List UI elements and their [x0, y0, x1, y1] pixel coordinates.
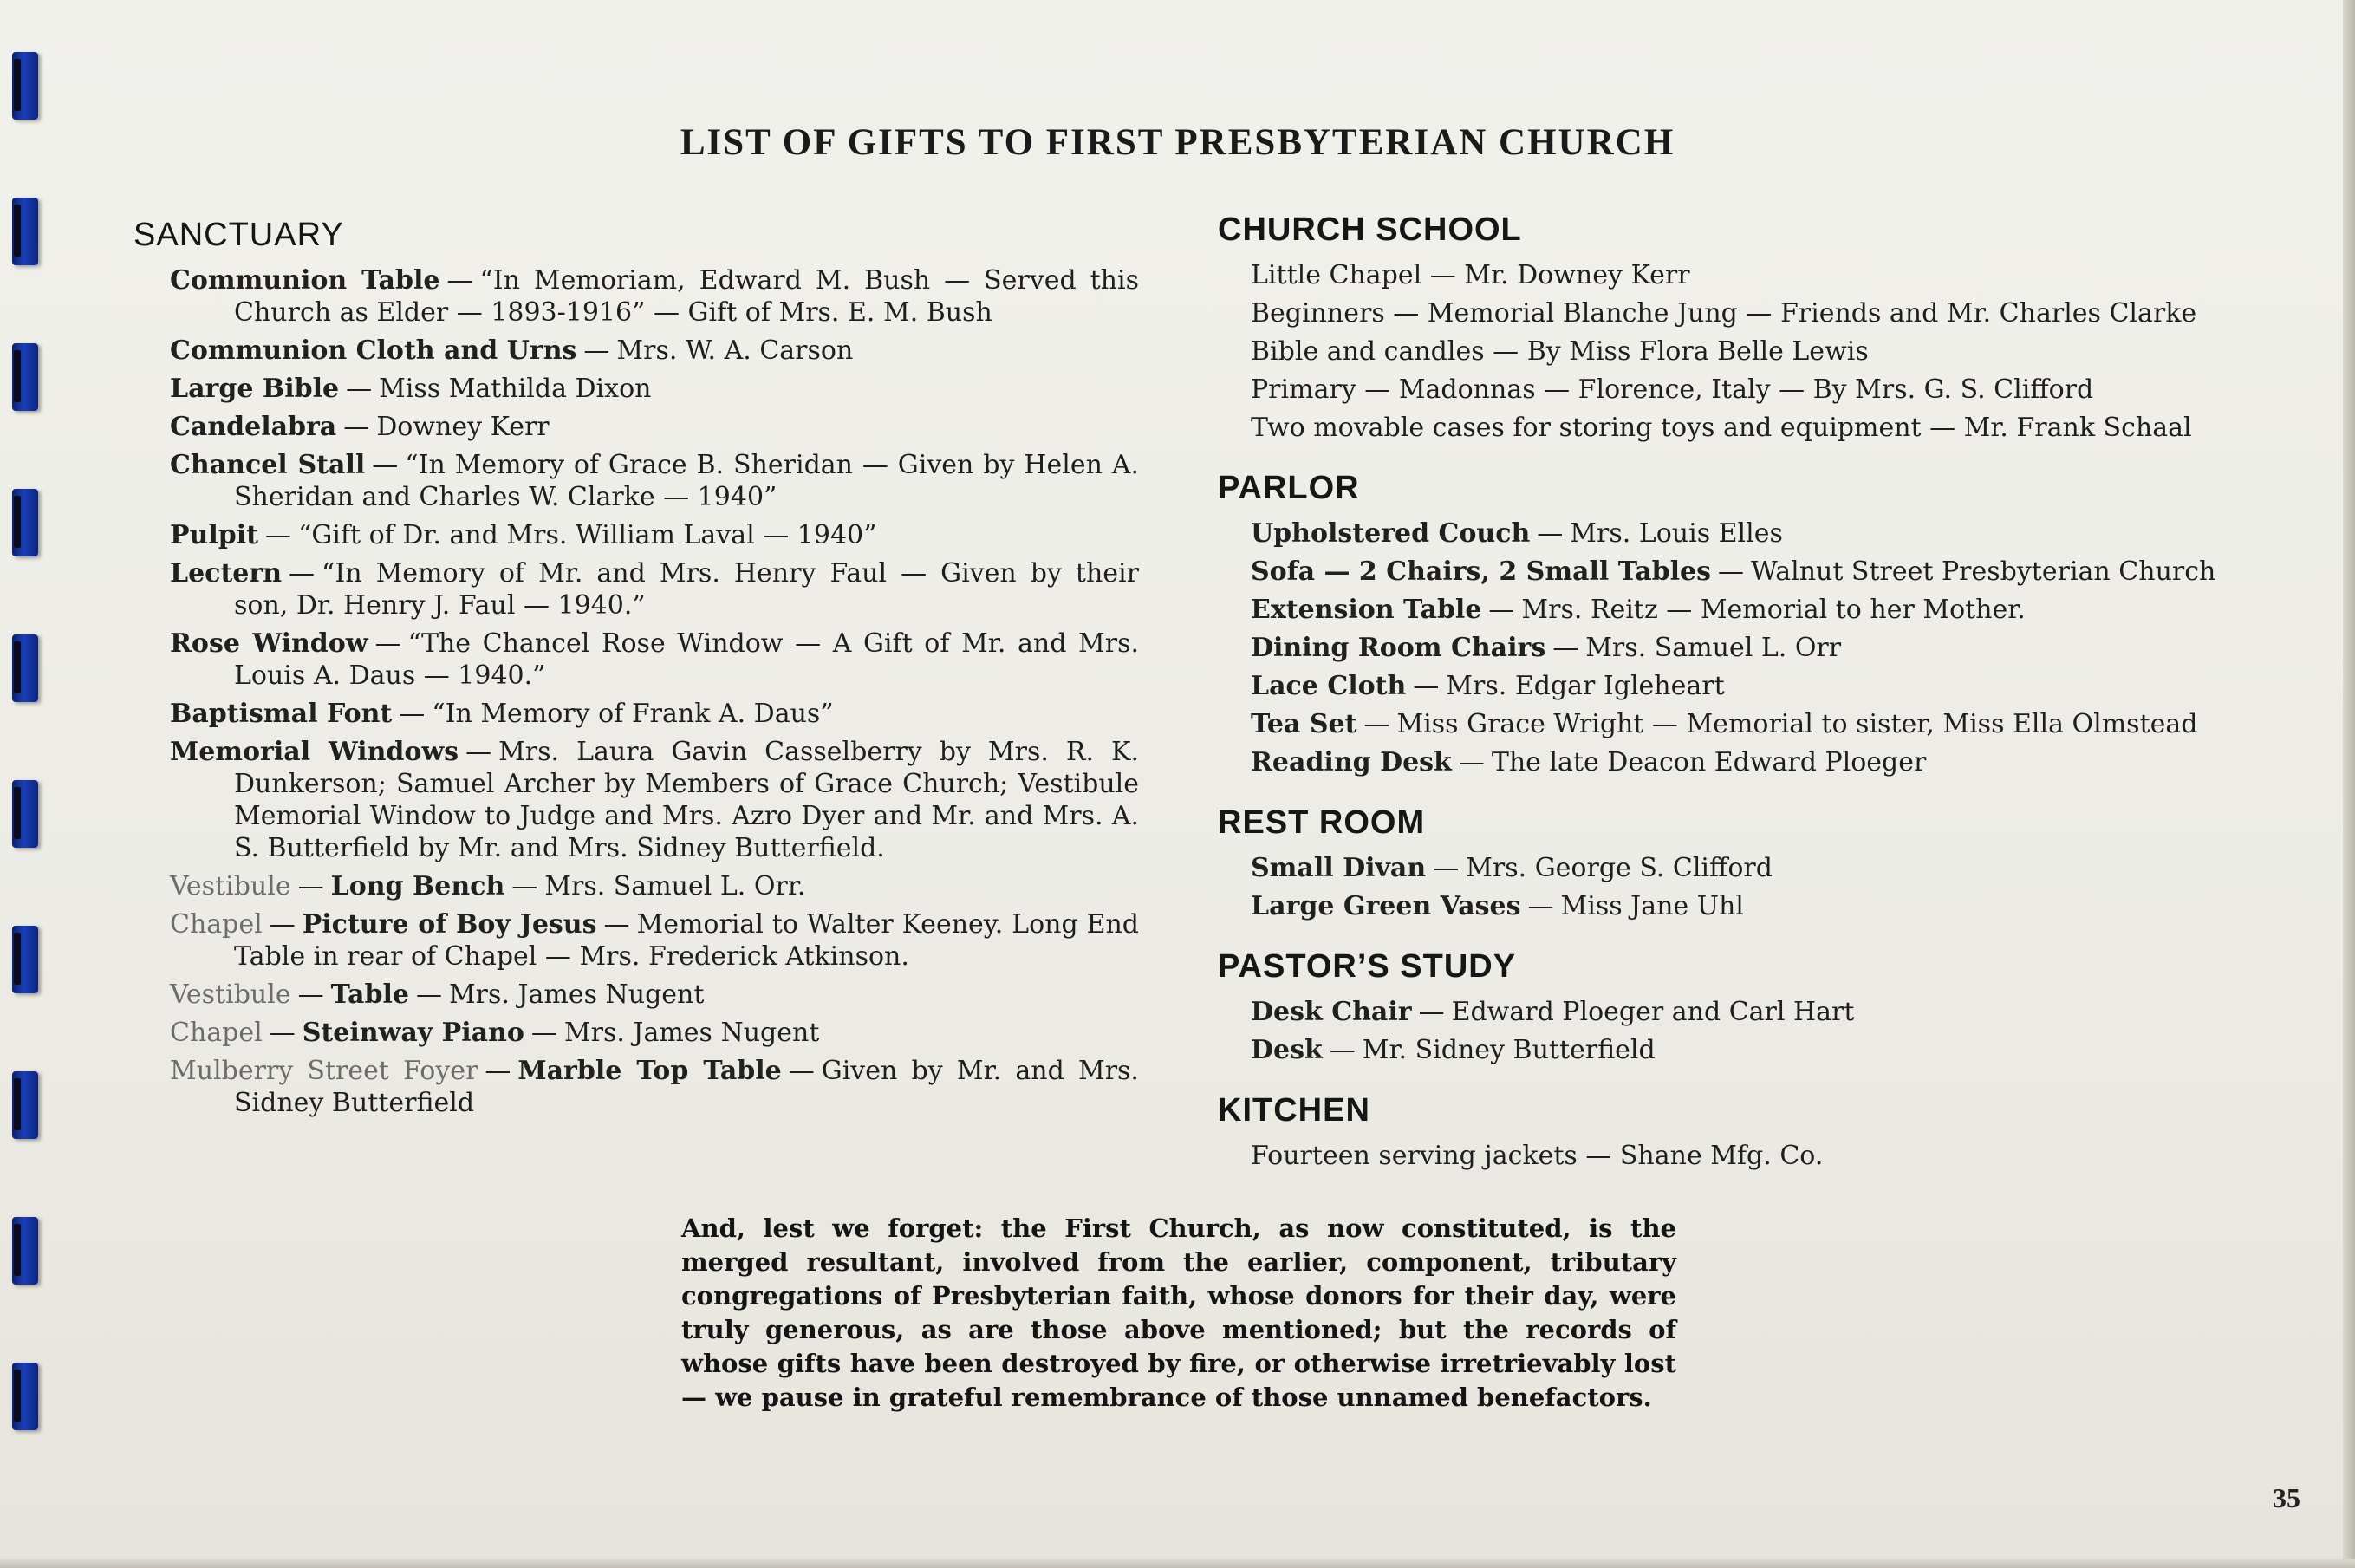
right-column — [1218, 211, 2232, 1198]
gift-donor: Mrs. Louis Elles — [1570, 518, 1783, 549]
gift-item: Candelabra — [170, 412, 337, 442]
gift-location: Vestibule — [170, 871, 291, 901]
gift-item: Desk — [1251, 1035, 1323, 1065]
gift-entry — [1251, 556, 2232, 588]
em-dash-separator: — — [1458, 747, 1485, 777]
em-dash-separator: — — [374, 628, 401, 659]
kitchen-section — [1218, 1092, 2232, 1172]
gift-donor: “Gift of Dr. and Mrs. William Laval — 1940” — [298, 520, 877, 550]
church-school-list — [1218, 259, 2232, 444]
gift-donor: Mrs. James Nugent — [448, 979, 705, 1010]
church-school-section — [1218, 211, 2232, 444]
em-dash-separator: — — [446, 265, 473, 296]
em-dash-separator: — — [1413, 671, 1440, 701]
gift-donor: Mrs. Samuel L. Orr. — [544, 871, 806, 901]
em-dash-separator: — — [269, 909, 296, 940]
gift-item: Large Green Vases — [1251, 891, 1521, 921]
gift-entry — [170, 628, 1139, 692]
gift-entry — [170, 698, 1139, 730]
parlor-list — [1218, 517, 2232, 778]
gift-item: Chancel Stall — [170, 450, 366, 480]
gift-entry: Little Chapel — Mr. Downey Kerr — [1251, 260, 1690, 290]
binding-ring — [12, 198, 38, 265]
section-heading-kitchen: KITCHEN — [1218, 1092, 1370, 1129]
gift-donor: Edward Ploeger and Carl Hart — [1451, 997, 1855, 1027]
gift-donor: Mrs. Edgar Igleheart — [1446, 671, 1725, 701]
gift-item: Desk Chair — [1251, 997, 1412, 1027]
gift-item: Large Bible — [170, 374, 340, 404]
gift-donor: Miss Grace Wright — Memorial to sister, Miss Ella Olmstead — [1396, 709, 2198, 739]
gift-entry: Beginners — Memorial Blanche Jung — Friends and Mr. Charles Clarke — [1251, 298, 2197, 329]
gift-donor: Downey Kerr — [376, 412, 550, 442]
page-title: LIST OF GIFTS TO FIRST PRESBYTERIAN CHURCH — [680, 122, 1675, 163]
section-heading-church-school: CHURCH SCHOOL — [1218, 211, 1522, 248]
em-dash-separator: — — [583, 335, 610, 366]
binding-ring — [12, 634, 38, 702]
gift-item: Picture of Boy Jesus — [302, 909, 597, 940]
em-dash-separator: — — [399, 699, 426, 729]
gift-item: Steinway Piano — [302, 1018, 524, 1048]
gift-entry — [1251, 1034, 2232, 1066]
em-dash-separator: — — [1488, 595, 1515, 625]
em-dash-separator: — — [415, 979, 442, 1010]
section-heading-sanctuary: SANCTUARY — [133, 217, 344, 253]
gift-donor: Miss Mathilda Dixon — [379, 374, 652, 404]
gift-item: Memorial Windows — [170, 737, 459, 767]
closing-paragraph: And, lest we forget: the First Church, as now constituted, is the merged resultant, involved from the earlier, component, tributary congregations of Presbyterian faith, whose donors for their day, were truly generous, as are those above mentioned; but the records of whose gifts have been destroyed by fire, or otherwise irretrievably lost — we pause in grateful remembrance of those unnamed benefactors. — [681, 1213, 1676, 1412]
em-dash-separator: — — [511, 871, 538, 901]
binding-ring — [12, 1071, 38, 1139]
page-number: 35 — [2273, 1482, 2300, 1513]
section-heading-parlor: PARLOR — [1218, 470, 1360, 506]
gift-location: Vestibule — [170, 979, 291, 1010]
em-dash-separator: — — [297, 871, 324, 901]
gift-donor: Miss Jane Uhl — [1560, 891, 1744, 921]
gift-item: Marble Top Table — [517, 1056, 782, 1086]
gift-item: Small Divan — [1251, 853, 1427, 883]
gift-item: Table — [330, 979, 409, 1010]
section-heading-pastors-study: PASTOR’S STUDY — [1218, 948, 1517, 985]
em-dash-separator: — — [372, 450, 399, 480]
gift-entry — [170, 870, 1139, 902]
em-dash-separator: — — [485, 1056, 511, 1086]
gift-location: Chapel — [170, 1018, 263, 1048]
gift-item: Sofa — 2 Chairs, 2 Small Tables — [1251, 556, 1711, 587]
gift-donor: “In Memory of Grace B. Sheridan — Given by Helen A. Sheridan and Charles W. Clarke — 1940” — [234, 450, 1139, 512]
em-dash-separator: — — [788, 1056, 815, 1086]
gift-entry: Two movable cases for storing toys and equipment — Mr. Frank Schaal — [1251, 413, 2192, 443]
gift-item: Lace Cloth — [1251, 671, 1407, 701]
gift-location: Mulberry Street Foyer — [170, 1056, 478, 1086]
gift-entry: Fourteen serving jackets — Shane Mfg. Co. — [1251, 1141, 1824, 1171]
gift-item: Reading Desk — [1251, 747, 1452, 777]
gift-item: Communion Table — [170, 265, 440, 296]
spiral-binding — [0, 0, 52, 1568]
em-dash-separator: — — [1717, 556, 1744, 587]
em-dash-separator: — — [343, 412, 370, 442]
gift-donor: “In Memory of Mr. and Mrs. Henry Faul — Given by their son, Dr. Henry J. Faul — 1940.” — [234, 558, 1139, 621]
gift-donor: Mr. Sidney Butterfield — [1362, 1035, 1656, 1065]
gift-entry — [170, 979, 1139, 1011]
binding-ring — [12, 1217, 38, 1285]
pastors-study-list — [1218, 996, 2232, 1066]
pastors-study-section — [1218, 948, 2232, 1066]
gift-donor: Mrs. George S. Clifford — [1466, 853, 1773, 883]
gift-entry — [1251, 708, 2232, 740]
gift-entry — [170, 264, 1139, 329]
gift-entry: Primary — Madonnas — Florence, Italy — By Mrs. G. S. Clifford — [1251, 374, 2094, 405]
em-dash-separator: — — [1433, 853, 1460, 883]
gift-entry — [170, 373, 1139, 405]
rest-room-section — [1218, 804, 2232, 922]
gift-entry — [170, 1017, 1139, 1049]
gift-item: Long Bench — [330, 871, 505, 901]
binding-ring — [12, 343, 38, 411]
gift-item: Lectern — [170, 558, 283, 589]
em-dash-separator: — — [530, 1018, 557, 1048]
gift-entry — [170, 411, 1139, 443]
gift-entry — [1251, 594, 2232, 626]
parlor-section — [1218, 470, 2232, 778]
em-dash-separator: — — [297, 979, 324, 1010]
gift-item: Communion Cloth and Urns — [170, 335, 577, 366]
gift-item: Tea Set — [1251, 709, 1357, 739]
binding-ring — [12, 780, 38, 848]
page-bottom-edge — [0, 1559, 2355, 1568]
gift-entry — [1251, 996, 2232, 1028]
gift-entry — [170, 449, 1139, 513]
em-dash-separator: — — [1552, 633, 1579, 663]
em-dash-separator: — — [1418, 997, 1445, 1027]
binding-ring — [12, 52, 38, 120]
gift-donor: Mrs. James Nugent — [563, 1018, 820, 1048]
gift-entry — [1251, 632, 2232, 664]
gift-donor: Mrs. Laura Gavin Casselberry by Mrs. R. K. Dunkerson; Samuel Archer by Members of Grace Church; Vestibule Memorial Window to Judge and Mrs. Azro Dyer and Mr. and Mrs. A. S. Butterfield by Mr. and Mrs. Sidney Butterfield. — [234, 737, 1139, 863]
gift-entry — [170, 519, 1139, 551]
em-dash-separator: — — [289, 558, 316, 589]
gift-donor: Mrs. W. A. Carson — [616, 335, 854, 366]
section-heading-rest-room: REST ROOM — [1218, 804, 1426, 841]
em-dash-separator: — — [1329, 1035, 1356, 1065]
gift-item: Baptismal Font — [170, 699, 393, 729]
gift-entry — [1251, 517, 2232, 550]
em-dash-separator: — — [269, 1018, 296, 1048]
gift-donor: The late Deacon Edward Ploeger — [1491, 747, 1927, 777]
em-dash-separator: — — [603, 909, 630, 940]
binding-ring — [12, 926, 38, 993]
gift-entry — [1251, 890, 2232, 922]
sanctuary-column — [133, 217, 1139, 1125]
gift-entry — [170, 557, 1139, 621]
gift-entry — [170, 908, 1139, 973]
gift-entry — [1251, 746, 2232, 778]
binding-ring — [12, 489, 38, 556]
em-dash-separator: — — [1363, 709, 1390, 739]
gift-donor: Memorial to Walter Keeney. Long End Table in rear of Chapel — Mrs. Frederick Atkinson. — [234, 909, 1139, 972]
gift-donor: Walnut Street Presbyterian Church — [1750, 556, 2216, 587]
gift-entry — [170, 335, 1139, 367]
gift-entry — [170, 736, 1139, 864]
rest-room-list — [1218, 852, 2232, 922]
gift-donor: Mrs. Reitz — Memorial to her Mother. — [1521, 595, 2026, 625]
gift-item: Dining Room Chairs — [1251, 633, 1546, 663]
gift-item: Rose Window — [170, 628, 368, 659]
gift-donor: “In Memory of Frank A. Daus” — [432, 699, 834, 729]
binding-ring — [12, 1363, 38, 1430]
sanctuary-list — [133, 264, 1139, 1119]
gift-donor: “In Memoriam, Edward M. Bush — Served this Church as Elder — 1893-1916” — Gift of Mrs. E. M. Bush — [234, 265, 1139, 328]
gift-entry — [170, 1055, 1139, 1119]
em-dash-separator: — — [265, 520, 291, 550]
kitchen-list — [1218, 1140, 2232, 1172]
gift-location: Chapel — [170, 909, 263, 940]
gift-entry: Bible and candles — By Miss Flora Belle Lewis — [1251, 336, 1869, 367]
em-dash-separator: — — [1537, 518, 1564, 549]
gift-donor: Given by Mr. and Mrs. Sidney Butterfield — [234, 1056, 1139, 1118]
gift-item: Pulpit — [170, 520, 258, 550]
gift-item: Extension Table — [1251, 595, 1482, 625]
gift-donor: Mrs. Samuel L. Orr — [1585, 633, 1842, 663]
gift-entry — [1251, 852, 2232, 884]
em-dash-separator: — — [465, 737, 492, 767]
gift-donor: “The Chancel Rose Window — A Gift of Mr. and Mrs. Louis A. Daus — 1940.” — [234, 628, 1139, 691]
gift-entry — [1251, 670, 2232, 702]
em-dash-separator: — — [1527, 891, 1554, 921]
page-edge — [2343, 0, 2355, 1568]
em-dash-separator: — — [346, 374, 373, 404]
gift-item: Upholstered Couch — [1251, 518, 1531, 549]
